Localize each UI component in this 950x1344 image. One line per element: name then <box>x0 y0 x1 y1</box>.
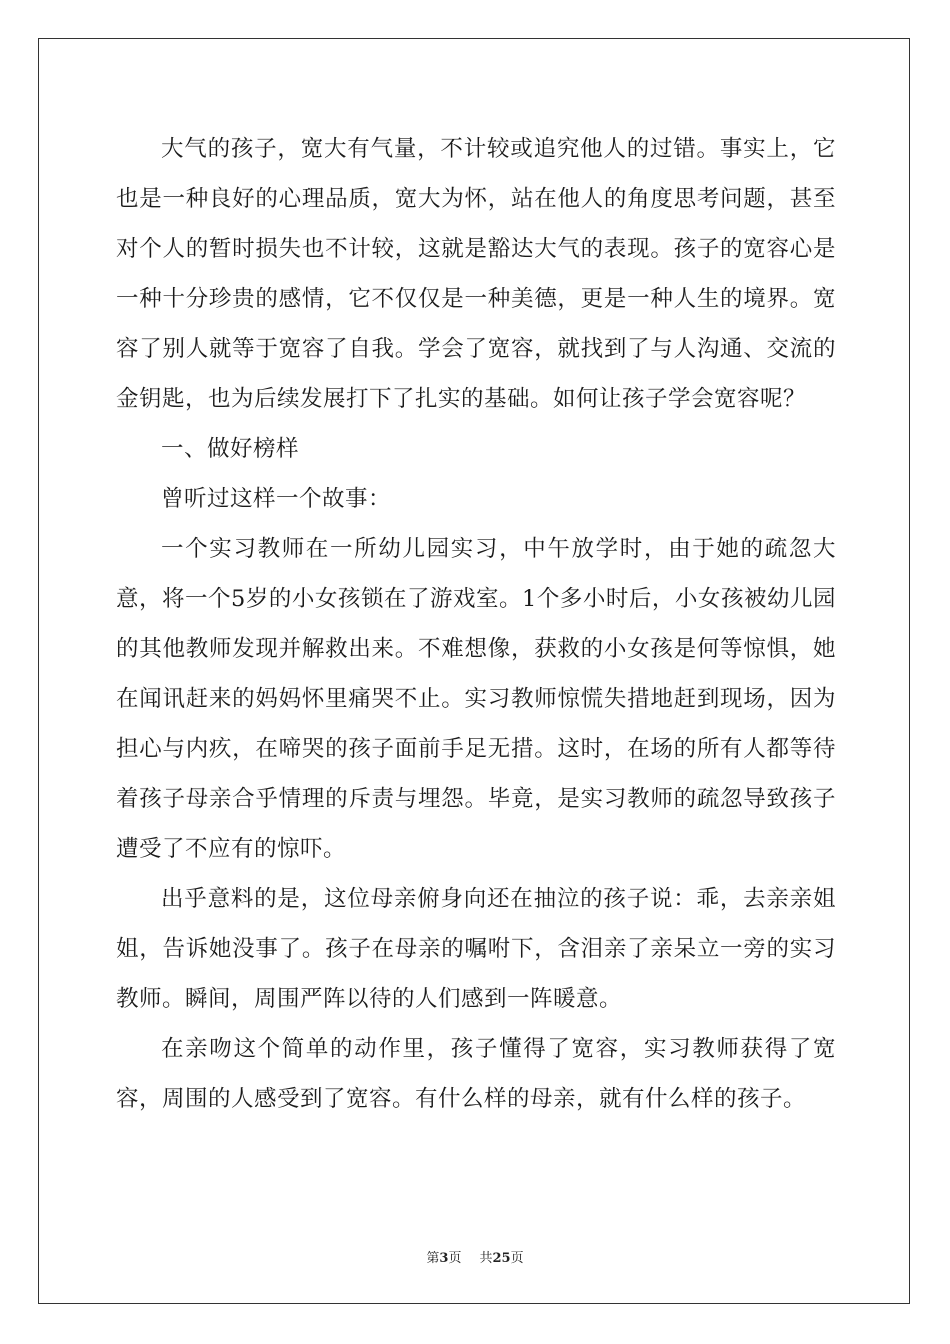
paragraph-5: 在亲吻这个简单的动作里，孩子懂得了宽容，实习教师获得了宽容，周围的人感受到了宽容。有什么样的母亲，就有什么样的孩子。 <box>116 1036 836 1112</box>
section-heading: 一、做好榜样 <box>161 436 300 462</box>
page-prefix: 第 <box>426 1251 440 1266</box>
total-suffix: 页 <box>510 1251 524 1266</box>
page-footer <box>0 1247 950 1266</box>
paragraph-4: 出乎意料的是，这位母亲俯身向还在抽泣的孩子说：乖，去亲亲姐姐，告诉她没事了。孩子在母亲的嘱咐下，含泪亲了亲呆立一旁的实习教师。瞬间，周围严阵以待的人们感到一阵暖意。 <box>116 886 836 1012</box>
document-body <box>116 124 836 1124</box>
paragraph-2: 曾听过这样一个故事： <box>161 486 392 512</box>
paragraph-1: 大气的孩子，宽大有气量，不计较或追究他人的过错。事实上，它也是一种良好的心理品质，宽大为怀，站在他人的角度思考问题，甚至对个人的暂时损失也不计较，这就是豁达大气的表现。孩子的宽容心是一种十分珍贵的感情，它不仅仅是一种美德，更是一种人生的境界。宽容了别人就等于宽容了自我。学会了宽容，就找到了与人沟通、交流的金钥匙，也为后续发展打下了扎实的基础。如何让孩子学会宽容呢？ <box>116 136 836 412</box>
page-number: 3 <box>439 1251 449 1266</box>
paragraph-3: 一个实习教师在一所幼儿园实习，中午放学时，由于她的疏忽大意，将一个5岁的小女孩锁在了游戏室。1个多小时后，小女孩被幼儿园的其他教师发现并解救出来。不难想像，获救的小女孩是何等惊惧，她在闻讯赶来的妈妈怀里痛哭不止。实习教师惊慌失措地赶到现场，因为担心与内疚，在啼哭的孩子面前手足无措。这时，在场的所有人都等待着孩子母亲合乎情理的斥责与埋怨。毕竟，是实习教师的疏忽导致孩子遭受了不应有的惊吓。 <box>116 536 836 862</box>
total-prefix: 共 <box>479 1251 493 1266</box>
page-suffix: 页 <box>448 1251 462 1266</box>
total-pages: 25 <box>492 1251 511 1266</box>
